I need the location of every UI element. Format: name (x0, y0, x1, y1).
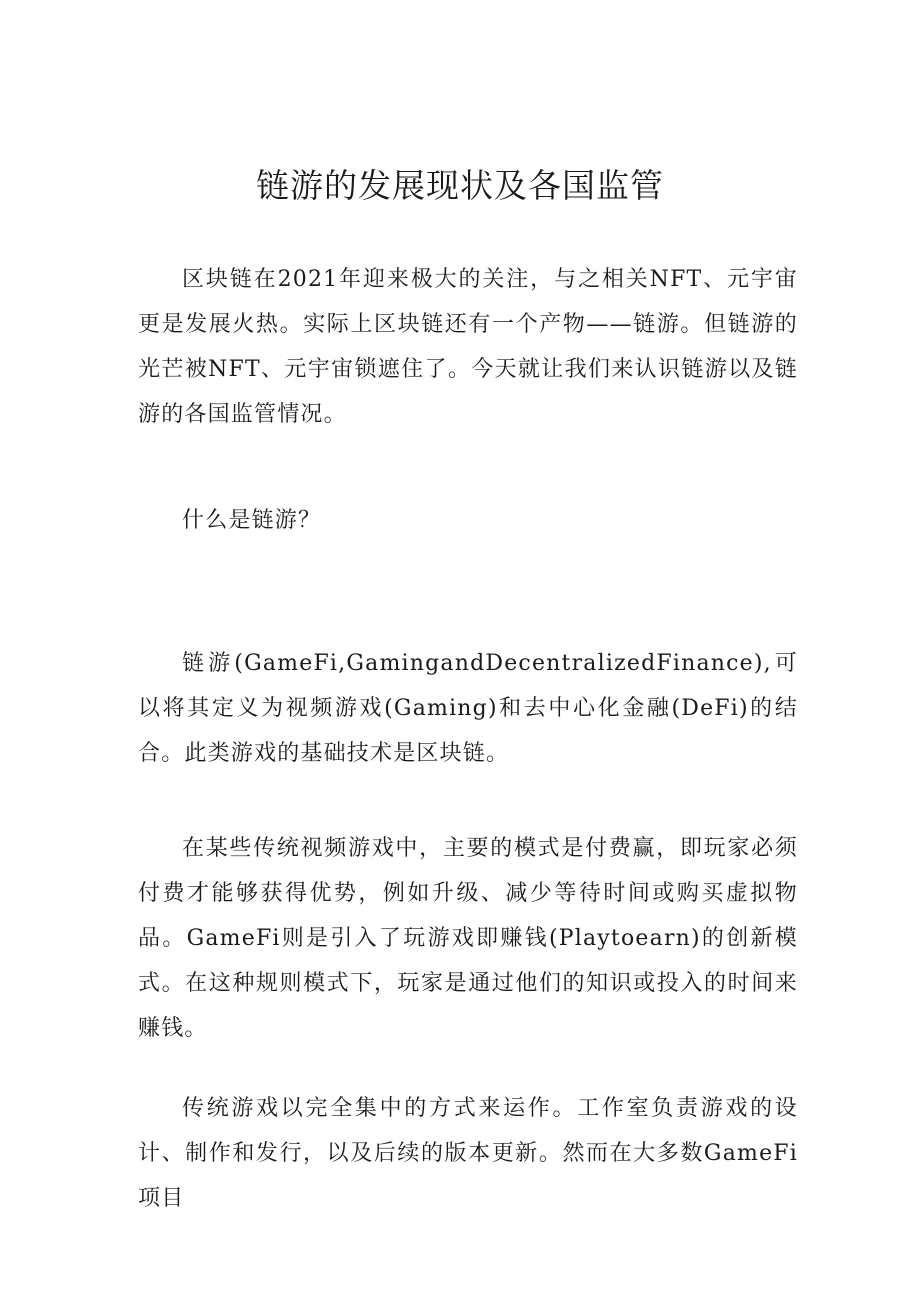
paragraph-text: 传统游戏以完全集中的方式来运作。工作室负责游戏的设计、制作和发行，以及后续的版本更新。然而在大多数GameFi项目 (138, 1096, 798, 1211)
section-heading-text: 什么是链游？ (182, 508, 322, 533)
paragraph-text: 在某些传统视频游戏中，主要的模式是付费赢，即玩家必须付费才能够获得优势，例如升级、减少等待时间或购买虚拟物品。GameFi则是引入了玩游戏即赚钱(Playtoearn)的创新模式。在这种规则模式下，玩家是通过他们的知识或投入的时间来赚钱。 (138, 836, 798, 1041)
paragraph-intro (138, 257, 798, 437)
document-title: 链游的发展现状及各国监管 (256, 166, 664, 205)
paragraph-pay-to-win (138, 826, 798, 1051)
paragraph-text: 链游(GameFi,GamingandDecentralizedFinance),可以将其定义为视频游戏(Gaming)和去中心化金融(DeFi)的结合。此类游戏的基础技术是区块链。 (138, 651, 798, 766)
section-heading-what-is-gamefi (138, 498, 798, 543)
paragraph-traditional-games (138, 1086, 798, 1221)
paragraph-definition (138, 641, 798, 776)
paragraph-text: 区块链在2021年迎来极大的关注，与之相关NFT、元宇宙更是发展火热。实际上区块链还有一个产物——链游。但链游的光芒被NFT、元宇宙锁遮住了。今天就让我们来认识链游以及链游的各国监管情况。 (138, 267, 798, 427)
